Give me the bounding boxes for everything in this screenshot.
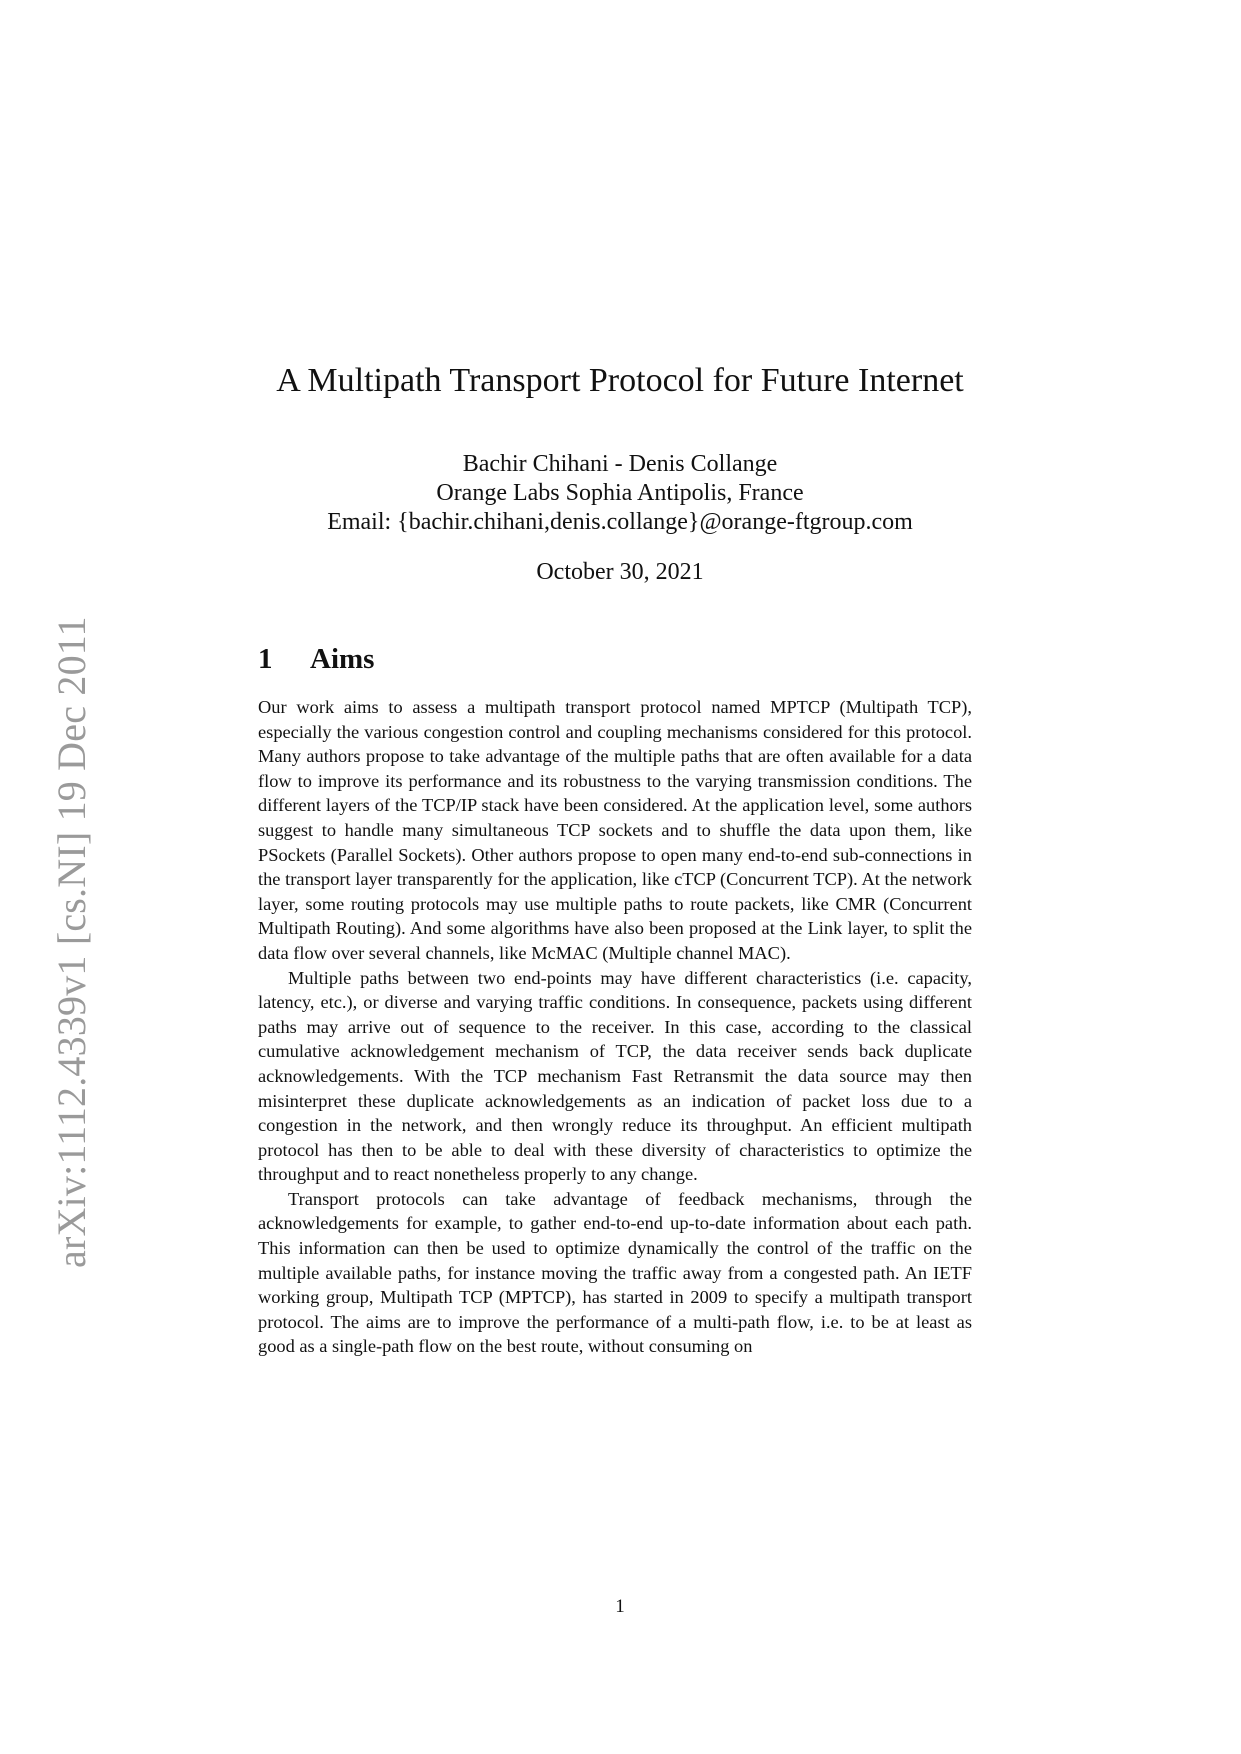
- paragraph: Transport protocols can take advantage of feedback mechanisms, through the acknowledgements for example, to gather end-to-end up-to-date information about each path. This information can then be used to optimize dynamically the control of the traffic on the multiple available paths, for instance moving the traffic away from a congested path. An IETF working group, Multipath TCP (MPTCP), has started in 2009 to specify a multipath transport protocol. The aims are to improve the performance of a multi-path flow, i.e. to be at least as good as a single-path flow on the best route, without consuming on: [258, 1188, 972, 1357]
- section-number: 1: [258, 643, 273, 675]
- arxiv-identifier-stamp[interactable]: arXiv:1112.4339v1 [cs.NI] 19 Dec 2011: [49, 616, 94, 1268]
- section-heading: [258, 643, 374, 676]
- affiliation: Orange Labs Sophia Antipolis, France: [436, 480, 804, 506]
- paper-date: October 30, 2021: [536, 559, 704, 585]
- paper-title: A Multipath Transport Protocol for Future Internet: [276, 361, 964, 399]
- section-body: [258, 695, 972, 1359]
- author-block: [260, 450, 980, 537]
- page-number: 1: [615, 1596, 625, 1617]
- email[interactable]: Email: {bachir.chihani,denis.collange}@orange-ftgroup.com: [327, 509, 913, 535]
- paragraph: Our work aims to assess a multipath transport protocol named MPTCP (Multipath TCP), especially the various congestion control and coupling mechanisms considered for this protocol. Many authors propose to take advantage of the multiple paths that are often available for a data flow to improve its performance and its robustness to the varying transmission conditions. The different layers of the TCP/IP stack have been considered. At the application level, some authors suggest to handle many simultaneous TCP sockets and to shuffle the data upon them, like PSockets (Parallel Sockets). Other authors propose to open many end-to-end sub-connections in the transport layer transparently for the application, like cTCP (Concurrent TCP). At the network layer, some routing protocols may use multiple paths to route packets, like CMR (Concurrent Multipath Routing). And some algorithms have also been proposed at the Link layer, to split the data flow over several channels, like McMAC (Multiple channel MAC).: [258, 697, 972, 963]
- paragraph: Multiple paths between two end-points may have different characteristics (i.e. capacity, latency, etc.), or diverse and varying traffic conditions. In consequence, packets using different paths may arrive out of sequence to the receiver. In this case, according to the classical cumulative acknowledgement mechanism of TCP, the data receiver sends back duplicate acknowledgements. With the TCP mechanism Fast Retransmit the data source may then misinterpret these duplicate acknowledgements as an indication of packet loss due to a congestion in the network, and then wrongly reduce its throughput. An efficient multipath protocol has then to be able to deal with these diversity of characteristics to optimize the throughput and to react nonetheless properly to any change.: [258, 967, 972, 1185]
- section-title: Aims: [310, 643, 375, 675]
- authors: Bachir Chihani - Denis Collange: [462, 451, 778, 477]
